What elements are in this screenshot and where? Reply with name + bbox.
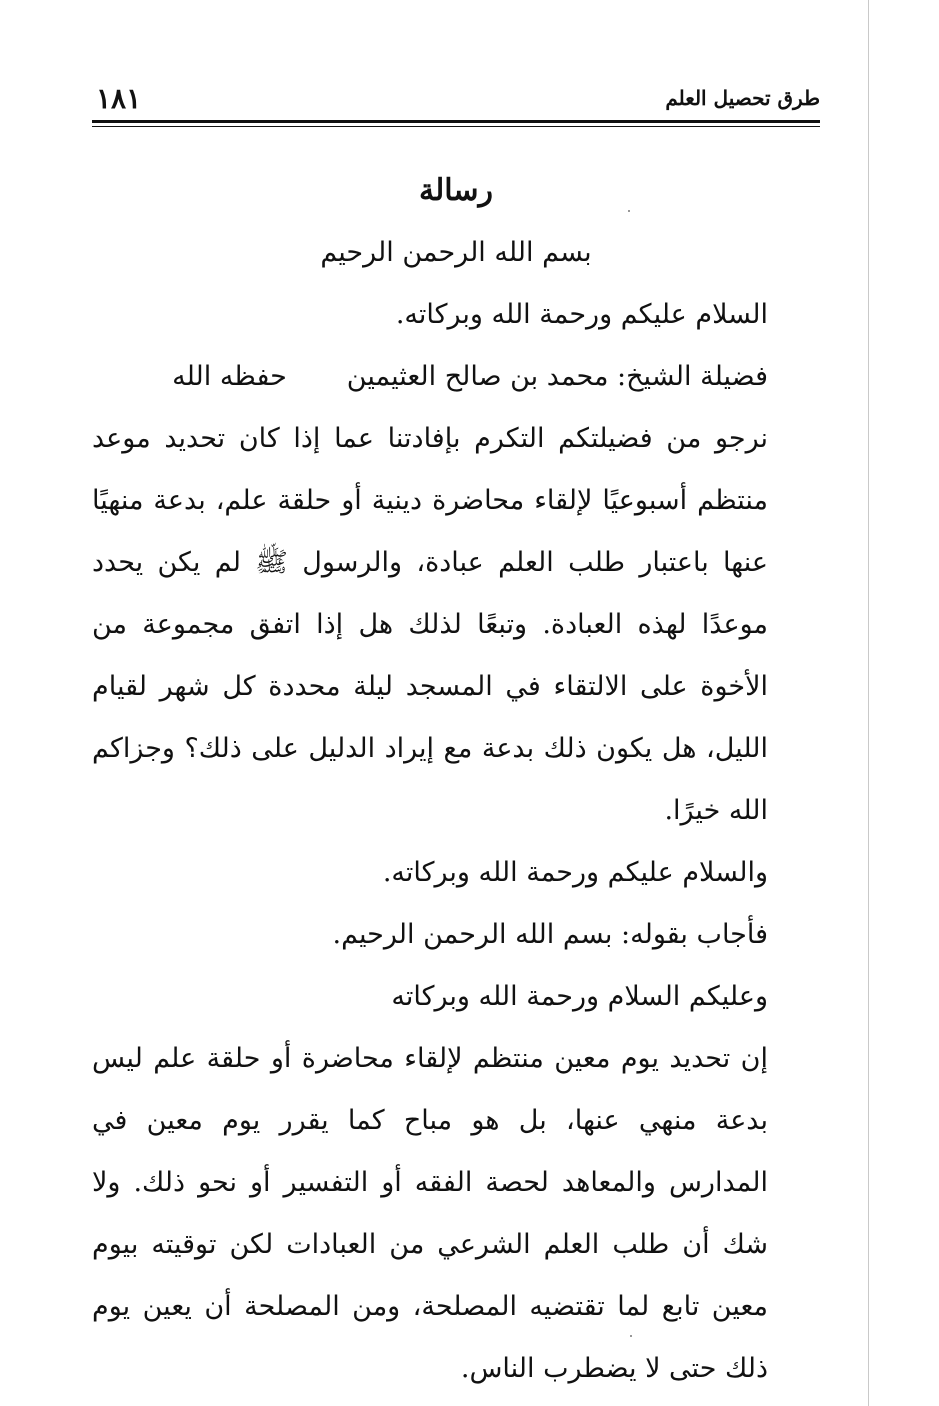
- header-rule-thick: [92, 120, 820, 123]
- page-body: [92, 160, 820, 1400]
- page-number: ١٨١: [96, 82, 142, 115]
- addressee: فضيلة الشيخ: محمد بن صالح العثيمين: [346, 361, 768, 392]
- addressee-line: [92, 346, 820, 408]
- speck-mark: [630, 1335, 632, 1337]
- question-paragraph: نرجو من فضيلتكم التكرم بإفادتنا عما إذا كان تحديد موعد منتظم أسبوعيًا لإلقاء محاضرة دينية أو حلقة علم، بدعة منهيًا عنها باعتبار طلب العلم عبادة، والرسول ﷺ لم يكن يحدد موعدًا لهذه العبادة. وتبعًا لذلك هل إذا اتفق مجموعة من الأخوة على الالتقاء في المسجد ليلة محددة كل شهر لقيام الليل، هل يكون ذلك بدعة مع إيراد الدليل على ذلك؟ وجزاكم الله خيرًا.: [92, 423, 768, 826]
- closing: والسلام عليكم ورحمة الله وبركاته.: [382, 857, 768, 888]
- answer-greeting: وعليكم السلام ورحمة الله وبركاته: [391, 981, 768, 1012]
- letter-heading: رسالة: [419, 173, 493, 208]
- running-title: طرق تحصيل العلم: [665, 86, 820, 110]
- greeting: السلام عليكم ورحمة الله وبركاته.: [395, 299, 768, 330]
- answer-intro: فأجاب بقوله: بسم الله الرحمن الرحيم.: [332, 919, 768, 950]
- answer-paragraph: إن تحديد يوم معين منتظم لإلقاء محاضرة أو حلقة علم ليس بدعة منهي عنها، بل هو مباح كما يقرر يوم معين في المدارس والمعاهد لحصة الفقه أو التفسير أو نحو ذلك. ولا شك أن طلب العلم الشرعي من العبادات لكن توقيته بيوم معين تابع لما تقتضيه المصلحة، ومن المصلحة أن يعين يوم ذلك حتى لا يضطرب الناس.: [92, 1043, 768, 1384]
- running-header: [92, 82, 820, 118]
- addressee-blessing: حفظه الله: [172, 361, 287, 392]
- basmala: بسم الله الرحمن الرحيم: [320, 237, 592, 268]
- page-edge-line: [868, 0, 869, 1406]
- header-rule-thin: [92, 126, 820, 127]
- speck-mark: [628, 210, 630, 212]
